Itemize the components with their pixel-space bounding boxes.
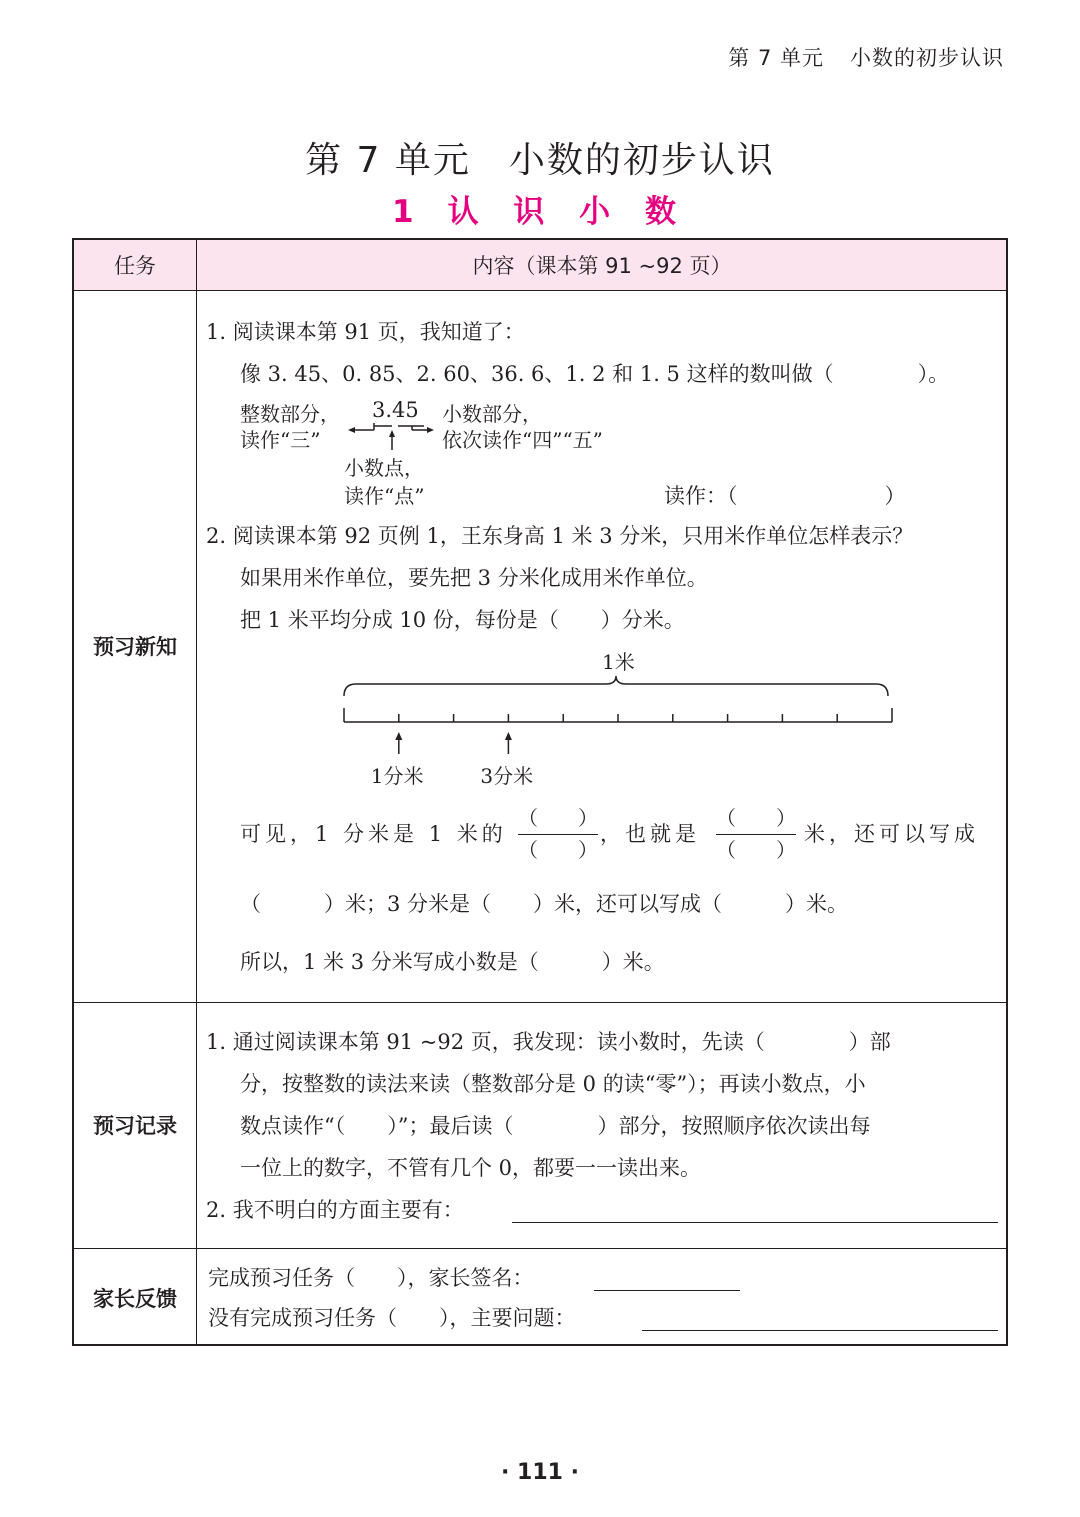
ruler-mark2-label: 3分米: [480, 764, 534, 788]
header-unit: 第 7 单元: [728, 46, 824, 70]
parent-line2[interactable]: 没有完成预习任务（ ），主要问题：: [208, 1306, 576, 1330]
preview-table: [72, 238, 1008, 1346]
title-topic: 小数的初步认识: [508, 140, 775, 181]
fraction-text-b: ，也就是: [600, 822, 700, 846]
header-topic: 小数的初步认识: [850, 46, 1004, 70]
parent-line1[interactable]: 完成预习任务（ ），家长签名：: [208, 1266, 534, 1290]
title-unit: 第 7 单元: [305, 140, 471, 181]
row-label-parent: 家长反馈: [93, 1287, 177, 1311]
record-line4: 一位上的数字，不管有几个 0，都要一一读出来。: [240, 1156, 702, 1180]
parent-problem-line[interactable]: [642, 1330, 998, 1331]
row-label-record: 预习记录: [93, 1114, 177, 1138]
ruler-arrow-head: [505, 732, 512, 740]
fraction1-numerator[interactable]: （ ）: [518, 806, 598, 830]
lesson-name: 认 识 小 数: [447, 194, 688, 230]
fraction1-bar: [518, 834, 598, 835]
record-answer-line[interactable]: [512, 1222, 998, 1223]
page-title: [0, 132, 1080, 183]
lesson-number: 1: [392, 194, 426, 230]
record-question2: 2. 我不明白的方面主要有：: [206, 1198, 464, 1222]
decimal-arrows: [344, 418, 444, 458]
row-divider: [74, 1002, 1006, 1003]
ruler-total-label: 1米: [602, 650, 635, 674]
decimeter-line[interactable]: （ ）米；3 分米是（ ）米，还可以写成（ ）米。: [240, 892, 849, 916]
page-number: · 111 ·: [501, 1460, 579, 1485]
q1-definition[interactable]: 像 3. 45、0. 85、2. 60、36. 6、1. 2 和 1. 5 这样的数叫做（ ）。: [240, 362, 950, 386]
int-part-label: 整数部分，: [240, 402, 340, 426]
row-divider: [74, 1248, 1006, 1249]
header-content: 内容（课本第 91 ~92 页）: [472, 254, 732, 278]
ruler-arrow-head: [395, 732, 402, 740]
q2-title: 2. 阅读课本第 92 页例 1，王东身高 1 米 3 分米，只用米作单位怎样表示？: [206, 524, 914, 548]
diagram-number: 3.45: [372, 398, 419, 422]
dec-part-reading: 依次读作“四”“五”: [442, 428, 603, 452]
ruler-mark1-label: 1分米: [370, 764, 424, 788]
column-divider: [196, 240, 197, 1344]
int-part-reading: 读作“三”: [240, 428, 321, 452]
dec-part-label: 小数部分，: [442, 402, 542, 426]
q2-line1: 如果用米作单位，要先把 3 分米化成用米作单位。: [240, 566, 708, 590]
row-label-preview: 预习新知: [93, 635, 177, 659]
fraction2-denominator[interactable]: （ ）: [716, 838, 796, 862]
q2-line2[interactable]: 把 1 米平均分成 10 份，每份是（ ）分米。: [240, 608, 685, 632]
lesson-title: [0, 186, 1080, 231]
point-reading: 读作“点”: [344, 484, 425, 508]
row-divider: [74, 290, 1006, 291]
running-header: [728, 42, 1004, 72]
fraction-text-c: 米，还可以写成: [804, 822, 979, 846]
fraction2-numerator[interactable]: （ ）: [716, 806, 796, 830]
fraction2-bar: [716, 834, 796, 835]
meter-ruler: [340, 676, 900, 806]
q1-title: 1. 阅读课本第 91 页，我知道了：: [206, 320, 525, 344]
parent-signature-line[interactable]: [594, 1290, 740, 1291]
record-line3[interactable]: 数点读作“（ ）”；最后读（ ）部分，按照顺序依次读出每: [240, 1114, 871, 1138]
header-task: 任务: [114, 254, 156, 278]
read-as-blank[interactable]: 读作：（ ）: [664, 484, 906, 508]
record-line1[interactable]: 1. 通过阅读课本第 91 ~92 页，我发现：读小数时，先读（ ）部: [206, 1030, 891, 1054]
conclusion-line[interactable]: 所以，1 米 3 分米写成小数是（ ）米。: [240, 950, 665, 974]
point-label: 小数点，: [344, 456, 424, 480]
ruler-brace: [344, 676, 888, 696]
fraction-text-a: 可见，1 分米是 1 米的: [240, 822, 507, 846]
record-line2: 分，按整数的读法来读（整数部分是 0 的读“零”）；再读小数点，小: [240, 1072, 866, 1096]
fraction1-denominator[interactable]: （ ）: [518, 838, 598, 862]
